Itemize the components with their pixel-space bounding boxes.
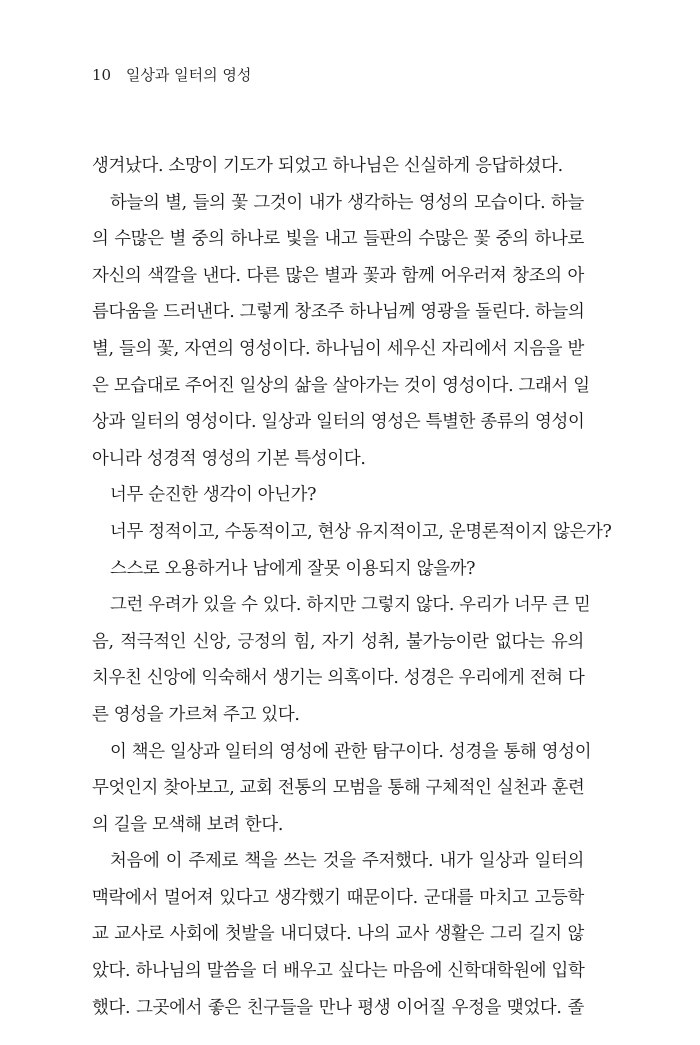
text-line: 그런 우려가 있을 수 있다. 하지만 그렇지 않다. 우리가 너무 큰 믿 — [110, 595, 591, 616]
text-line: 의 길을 모색해 보려 한다. — [92, 814, 284, 835]
text-line: 았다. 하나님의 말씀을 더 배우고 싶다는 마음에 신학대학원에 입학 — [92, 961, 585, 982]
text-line: 스스로 오용하거나 남에게 잘못 이용되지 않을까? — [110, 558, 476, 579]
text-line: 음, 적극적인 신앙, 긍정의 힘, 자기 성취, 불가능이란 없다는 유의 — [92, 631, 584, 652]
text-line: 치우친 신앙에 익숙해서 생기는 의혹이다. 성경은 우리에게 전혀 다 — [92, 668, 585, 689]
text-line: 했다. 그곳에서 좋은 친구들을 만나 평생 이어질 우정을 맺었다. 졸 — [92, 997, 584, 1018]
text-line: 너무 순진한 생각이 아닌가? — [110, 485, 317, 506]
text-line: 상과 일터의 영성이다. 일상과 일터의 영성은 특별한 종류의 영성이 — [92, 412, 585, 433]
running-title: 일상과 일터의 영성 — [125, 66, 252, 84]
text-line: 교 교사로 사회에 첫발을 내디뎠다. 나의 교사 생활은 그리 길지 않 — [92, 924, 584, 945]
text-line: 의 수많은 별 중의 하나로 빛을 내고 들판의 수많은 꽃 중의 하나로 — [92, 229, 584, 250]
running-header — [92, 64, 251, 85]
text-line: 무엇인지 찾아보고, 교회 전통의 모범을 통해 구체적인 실천과 훈련 — [92, 778, 585, 799]
text-line: 처음에 이 주제로 책을 쓰는 것을 주저했다. 내가 일상과 일터의 — [110, 851, 584, 872]
text-line: 너무 정적이고, 수동적이고, 현상 유지적이고, 운명론적이지 않은가? — [110, 521, 612, 542]
body-text — [92, 148, 612, 1026]
text-line: 맥락에서 멀어져 있다고 생각했기 때문이다. 군대를 마치고 고등학 — [92, 887, 584, 908]
text-line: 생겨났다. 소망이 기도가 되었고 하나님은 신실하게 응답하셨다. — [92, 156, 563, 176]
text-line: 은 모습대로 주어진 일상의 삶을 살아가는 것이 영성이다. 그래서 일 — [92, 375, 590, 396]
text-line: 하늘의 별, 들의 꽃 그것이 내가 생각하는 영성의 모습이다. 하늘 — [110, 192, 584, 213]
text-line: 른 영성을 가르쳐 주고 있다. — [92, 704, 300, 725]
text-line: 별, 들의 꽃, 자연의 영성이다. 하나님이 세우신 자리에서 지음을 받 — [92, 338, 584, 359]
page-number: 10 — [92, 66, 112, 84]
text-line: 자신의 색깔을 낸다. 다른 많은 별과 꽃과 함께 어우러져 창조의 아 — [92, 265, 584, 286]
text-line: 름다움을 드러낸다. 그렇게 창조주 하나님께 영광을 돌린다. 하늘의 — [92, 302, 585, 323]
text-line: 이 책은 일상과 일터의 영성에 관한 탐구이다. 성경을 통해 영성이 — [110, 741, 592, 762]
text-line: 아니라 성경적 영성의 기본 특성이다. — [92, 448, 366, 469]
